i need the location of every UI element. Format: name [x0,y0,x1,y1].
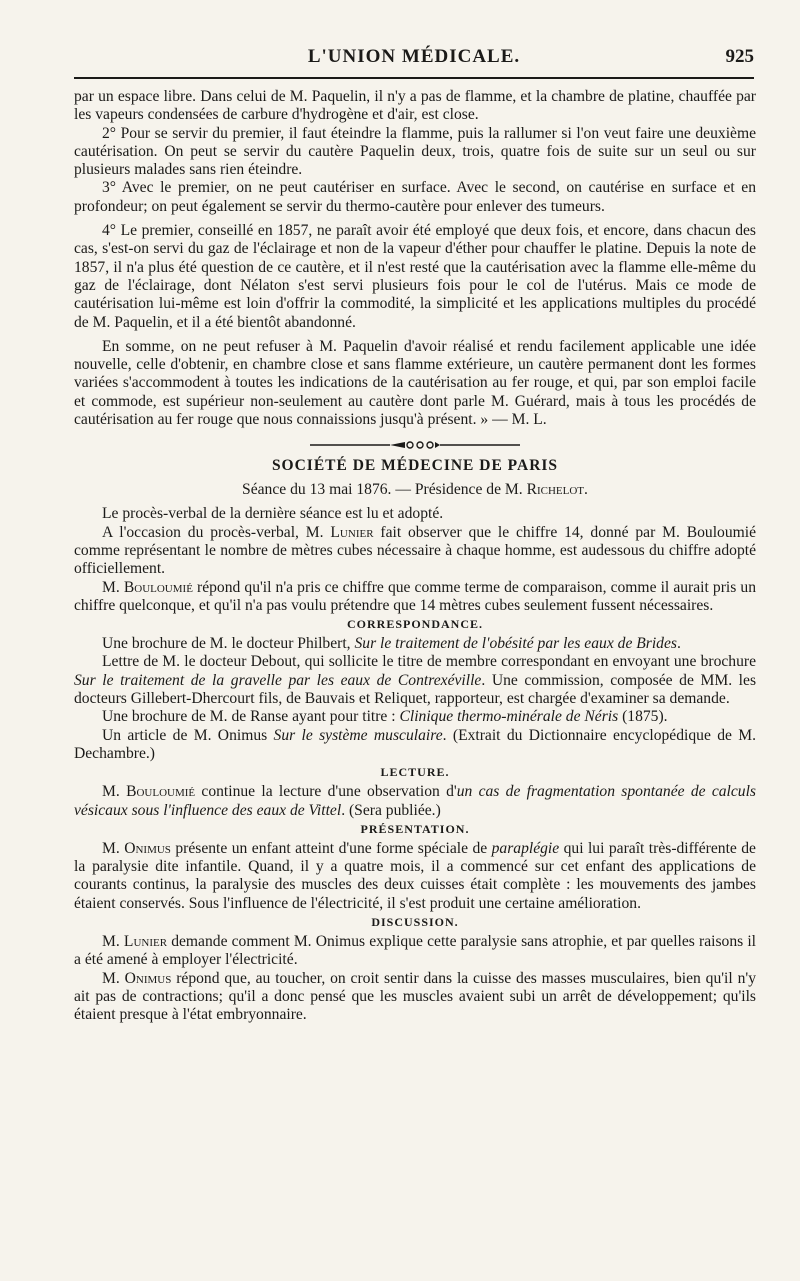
discussion-paragraph: M. Onimus répond que, au toucher, on croit sentir dans la cuisse des masses musculaires, bien qu'il n'y ait pas de contractions; qu'il a donc pensé que les muscles avaient subi un arrêt de développement; qu'ils étaient presque à l'état embryonnaire. [74,969,756,1024]
paragraph-conclusion: En somme, on ne peut refuser à M. Paquelin d'avoir réalisé et rendu facilement applicable une idée nouvelle, celle d'obtenir, en chambre close et sans flamme extérieure, un cautère permanent dont les formes variées s'accommodent à toutes les indications de la cautérisation au fer rouge, et qui, par son emploi facile et commode, est supérieur non-seulement au cautère dont parle M. Guérard, mais à tous les procédés de cautérisation au fer rouge que nous connaissions jusqu'à présent. » — M. L. [74,337,756,429]
article-body [74,88,756,1024]
correspondance-item: Une brochure de M. de Ranse ayant pour titre : Clinique thermo-minérale de Néris (1875). [102,708,668,726]
lecture-heading: LECTURE. [380,765,450,780]
lunier-remark: A l'occasion du procès-verbal, M. Lunier fait observer que le chiffre 14, donné par M. Bouloumié comme représentant le nombre de mètres cubes nécessaire à chaque homme, est audessous du chiffre adopté officiellement. [74,523,756,578]
lecture-paragraph: M. Bouloumié continue la lecture d'une observation d'un cas de fragmentation spontanée de calculs vésicaux sous l'influence des eaux de Vittel. (Sera publiée.) [74,783,756,819]
page-number: 925 [725,46,754,67]
header-rule [74,77,754,79]
paragraph-point-3: 3° Avec le premier, on ne peut cautériser en surface. Avec le second, on cautérise en surface et en profondeur; on peut également se servir du thermo-cautère pour enlever des tumeurs. [74,179,756,215]
bouloumie-reply: M. Bouloumié répond qu'il n'a pris ce chiffre que comme terme de comparaison, comme il aurait pris un chiffre quelconque, et qu'il n'a pas voulu prétendre que 14 mètres cubes seulement fussent nécessaires. [74,578,756,614]
discussion-paragraph: M. Lunier demande comment M. Onimus explique cette paralysie sans atrophie, et par quelles raisons il a été amené à employer l'électricité. [74,932,756,969]
presentation-paragraph: M. Onimus présente un enfant atteint d'une forme spéciale de paraplégie qui lui paraît très-différente de la paralysie dite infantile. Quand, il y a quatre mois, il a commencé sur cet enfant des applications de courants continus, la paralysie des muscles des deux cuisses était complète : les mouvements des jambes étaient conservés. Sous l'influence de l'électricité, il s'est produit une certaine amélioration. [74,839,756,912]
running-title: L'UNION MÉDICALE. [307,46,521,67]
section-divider-ornament [310,439,520,451]
minutes-adopted: Le procès-verbal de la dernière séance est lu et adopté. [102,505,444,523]
page-header [74,46,754,76]
paragraph-point-4: 4° Le premier, conseillé en 1857, ne paraît avoir été employé que deux fois, et encore, dans chacun des cas, s'est-on servi du gaz de l'éclairage et non de la vapeur d'éther pour chauffer le platine. Depuis la note de 1857, il n'a plus été question de ce cautère, et il n'est resté que la cautérisation avec la flamme elle-même du gaz de l'éclairage, dont Nélaton s'est servi plusieurs fois pour le col de l'utérus. Mais ce mode de cautérisation lui-même est loin d'offrir la commodité, la simplicité et les applications multiples du procédé de M. Paquelin, et il a été bientôt abandonné. [74,222,756,331]
society-title: SOCIÉTÉ DE MÉDECINE DE PARIS [271,457,559,475]
president-name: Richelot [526,481,585,499]
correspondance-item: Une brochure de M. le docteur Philbert, Sur le traitement de l'obésité par les eaux de Brides. [102,635,681,653]
session-line: Séance du 13 mai 1876. — Présidence de M. Richelot. [242,481,588,499]
presentation-heading: PRÉSENTATION. [360,821,470,836]
discussion-heading: DISCUSSION. [371,914,459,929]
correspondance-item: Lettre de M. le docteur Debout, qui sollicite le titre de membre correspondant en envoyant une brochure Sur le traitement de la gravelle par les eaux de Contrexéville. Une commission, composée de MM. les docteurs Gillebert-Dhercourt fils, de Bauvais et Reliquet, rapporteur, est chargée d'examiner sa demande. [74,653,757,708]
paragraph-point-2: 2° Pour se servir du premier, il faut éteindre la flamme, puis la rallumer si l'on veut faire une deuxième cautérisation. On peut se servir du cautère Paquelin deux, trois, quatre fois de suite sur un seul ou sur plusieurs malades sans rien éteindre. [74,124,756,179]
paragraph-continuation: par un espace libre. Dans celui de M. Paquelin, il n'y a pas de flamme, et la chambre de platine, chauffée par les vapeurs condensées de carbure d'hydrogène et d'air, est close. [74,88,756,124]
correspondance-item: Un article de M. Onimus Sur le système musculaire. (Extrait du Dictionnaire encyclopédique de M. Dechambre.) [74,726,757,762]
correspondance-heading: CORRESPONDANCE. [346,617,483,632]
